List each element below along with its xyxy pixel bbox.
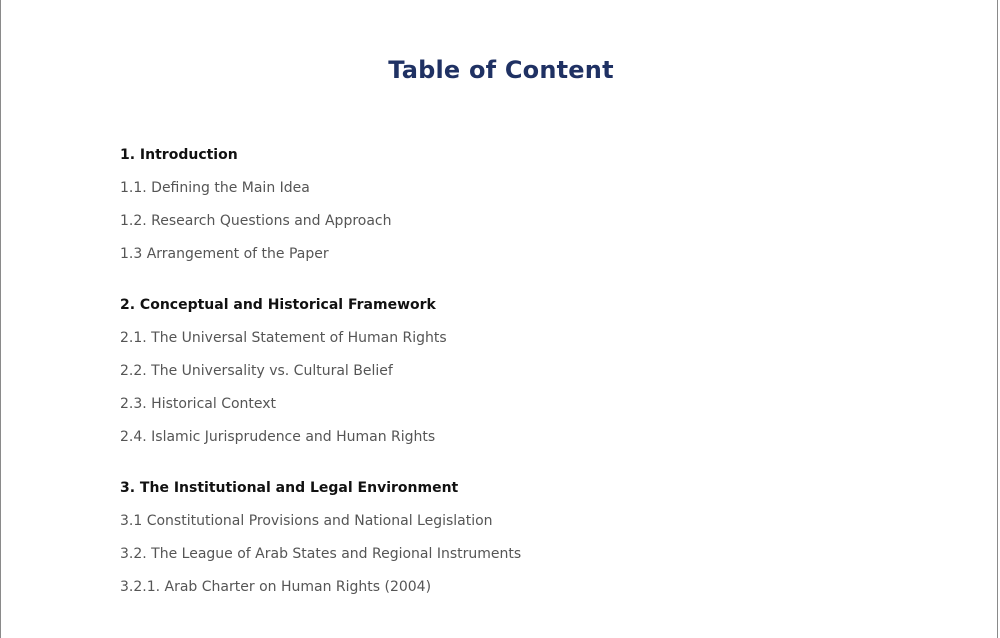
toc-entry-2-1[interactable]: 2.1. The Universal Statement of Human Rights [120, 330, 447, 346]
toc-entry-3-2[interactable]: 3.2. The League of Arab States and Regional Instruments [120, 546, 522, 562]
toc-entry-3-1[interactable]: 3.1 Constitutional Provisions and National Legislation [120, 513, 493, 529]
toc-entry-1-2[interactable]: 1.2. Research Questions and Approach [120, 213, 392, 229]
toc-section-2 [120, 296, 900, 446]
toc-heading-conceptual-framework[interactable]: 2. Conceptual and Historical Framework [120, 297, 436, 313]
toc-entry-3-2-1[interactable]: 3.2.1. Arab Charter on Human Rights (2004) [120, 579, 432, 595]
table-of-contents [120, 146, 900, 629]
toc-entry-1-1[interactable]: 1.1. Defining the Main Idea [120, 180, 310, 196]
toc-entry-2-4[interactable]: 2.4. Islamic Jurisprudence and Human Rights [120, 429, 436, 445]
toc-entry-2-2[interactable]: 2.2. The Universality vs. Cultural Belief [120, 363, 393, 379]
toc-heading-institutional-legal[interactable]: 3. The Institutional and Legal Environment [120, 480, 459, 496]
page-title: Table of Content [388, 56, 614, 84]
toc-section-1 [120, 146, 900, 263]
toc-entry-1-3[interactable]: 1.3 Arrangement of the Paper [120, 246, 329, 262]
toc-entry-2-3[interactable]: 2.3. Historical Context [120, 396, 277, 412]
toc-section-3 [120, 479, 900, 596]
toc-heading-introduction[interactable]: 1. Introduction [120, 147, 238, 163]
